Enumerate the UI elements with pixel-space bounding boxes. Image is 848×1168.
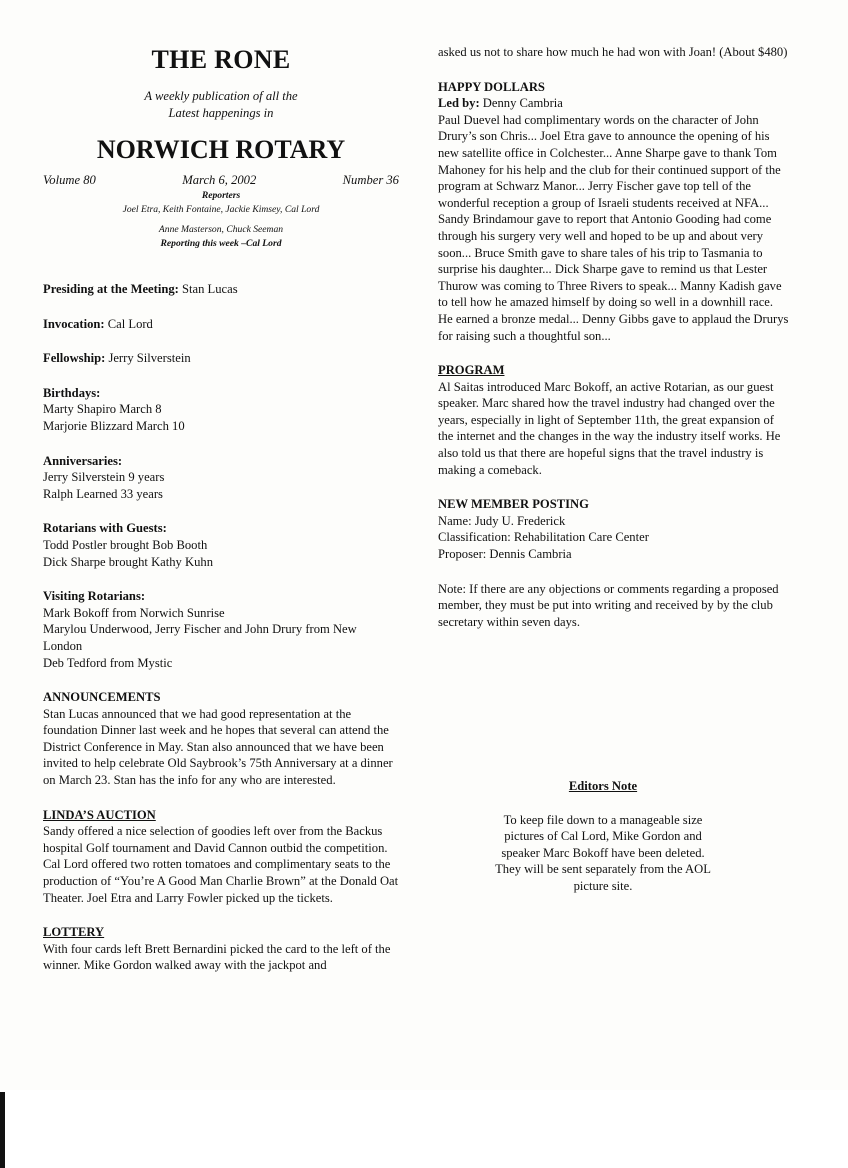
- announcements-body: Stan Lucas announced that we had good representation at the foundation Dinner last week and he hopes that several can attend the District Conference in May. Stan also announced that we have been invited to help celebrate Old Saybrook’s 75th Anniversary at a dinner on March 23. Stan has the info for any who are interested.: [43, 706, 393, 788]
- announcements-heading: ANNOUNCEMENTS: [43, 690, 161, 705]
- program-body: Al Saitas introduced Marc Bokoff, an active Rotarian, as our guest speaker. Marc shared how the travel industry had changed over the years, especially in light of September 11th, the great expansion of the internet and the changes in the way the industry itself works. He also told us that there are hopeful signs that the travel industry is making a comeback.: [438, 379, 781, 477]
- presiding-line: [43, 281, 399, 298]
- left-column: [43, 44, 399, 974]
- led-by-line: [438, 95, 790, 112]
- new-member-heading: NEW MEMBER POSTING: [438, 497, 589, 512]
- new-member-section: [438, 496, 790, 562]
- new-member-classification: Classification: Rehabilitation Care Center: [438, 530, 649, 545]
- list-item: Marty Shapiro March 8: [43, 402, 162, 417]
- invocation-line: [43, 316, 399, 333]
- issue-date: March 6, 2002: [182, 173, 257, 187]
- new-member-note: Note: If there are any objections or comments regarding a proposed member, they must be put into writing and received by by the club secretary within seven days.: [438, 581, 779, 629]
- announcements-section: [43, 689, 399, 789]
- anniversaries-section: [43, 453, 399, 503]
- reporters-line-2: Anne Masterson, Chuck Seeman: [158, 224, 284, 235]
- list-item: Jerry Silverstein 9 years: [43, 470, 165, 485]
- program-heading: PROGRAM: [438, 363, 505, 378]
- presiding-value: Stan Lucas: [181, 282, 238, 296]
- list-item: Ralph Learned 33 years: [43, 486, 163, 501]
- list-item: Deb Tedford from Mystic: [43, 655, 173, 670]
- scan-bottom-margin: [0, 1090, 848, 1168]
- auction-body: Sandy offered a nice selection of goodies left over from the Backus hospital Golf tournament and David Cannon outbid the competition. Cal Lord offered two rotten tomatoes and complimentary seats to the production of “You’re A Good Man Charlie Brown” at the Donald Oat Theater. Joel Etra and Larry Fowler picked up the tickets.: [43, 824, 399, 905]
- issue-info-row: [43, 172, 399, 189]
- guests-section: [43, 520, 399, 570]
- lottery-body: With four cards left Brett Bernardini picked the card to the left of the winner. Mike Gordon walked away with the jackpot and: [43, 941, 391, 973]
- happy-dollars-heading: HAPPY DOLLARS: [438, 79, 545, 94]
- lottery-heading: LOTTERY: [43, 925, 105, 940]
- list-item: Marjorie Blizzard March 10: [43, 418, 185, 433]
- lottery-section: [43, 924, 399, 974]
- scan-edge-mark: [0, 1092, 5, 1168]
- invocation-label: Invocation:: [43, 316, 105, 331]
- visiting-section: [43, 588, 399, 671]
- reporters-line-1: Joel Etra, Keith Fontaine, Jackie Kimsey, Cal Lord: [122, 204, 320, 215]
- invocation-value: Cal Lord: [107, 316, 153, 331]
- subtitle-line-2: Latest happenings in: [168, 106, 274, 120]
- lottery-continued: asked us not to share how much he had won with Joan! (About $480): [438, 45, 788, 59]
- birthdays-section: [43, 385, 399, 435]
- happy-dollars-section: [438, 79, 790, 345]
- right-column: [438, 44, 790, 630]
- fellowship-value: Jerry Silverstein: [108, 351, 191, 366]
- list-item: Dick Sharpe brought Kathy Kuhn: [43, 554, 213, 569]
- fellowship-line: [43, 350, 399, 367]
- club-name: NORWICH ROTARY: [96, 135, 346, 164]
- program-section: [438, 362, 790, 478]
- auction-heading: LINDA’S AUCTION: [43, 807, 156, 822]
- list-item: Todd Postler brought Bob Booth: [43, 537, 208, 552]
- editors-note: [488, 778, 718, 895]
- editors-note-body: To keep file down to a manageable size pictures of Cal Lord, Mike Gordon and speaker Marc Bokoff have been deleted. They will be sent separately from the AOL picture site.: [495, 812, 711, 893]
- masthead-subtitle: [43, 88, 399, 122]
- reporting-this-week: Reporting this week –Cal Lord: [160, 238, 282, 249]
- new-member-proposer: Proposer: Dennis Cambria: [438, 547, 572, 562]
- fellowship-label: Fellowship:: [43, 351, 106, 366]
- issue-number: Number 36: [342, 173, 399, 187]
- led-by-label: Led by:: [438, 96, 480, 111]
- list-item: Marylou Underwood, Jerry Fischer and John Drury from New London: [43, 622, 357, 653]
- happy-dollars-body: Paul Duevel had complimentary words on the character of John Drury’s son Chris... Joel Etra gave to announce the opening of his new satellite office in Colchester... Anne Sharpe gave to thank Tom Mahoney for his help and the club for their continued support of the program at Schwarz Manor... Jerry Fischer gave top tell of the wonderful reception a group of Israeli students received at NFA... Sandy Brindamour gave to report that Antonio Gooding had come through his surgery very well and hoped to be up and about very soon... Bruce Smith gave to share tales of his trip to Tasmania to surprise his daughter... Dick Sharpe gave to remind us that Lester Thurow was coming to Three Rivers to speak... Manny Kadish gave to tell how he amazed himself by doing so well in a downhill race. He earned a bronze medal... Denny Gibbs gave to applaud the Drurys for raising such a thoughtful son...: [438, 112, 789, 343]
- new-member-note-section: [438, 581, 790, 631]
- led-by-value: Denny Cambria: [482, 96, 563, 111]
- birthdays-heading: Birthdays:: [43, 385, 101, 400]
- anniversaries-heading: Anniversaries:: [43, 453, 123, 468]
- guests-heading: Rotarians with Guests:: [43, 521, 167, 536]
- list-item: Mark Bokoff from Norwich Sunrise: [43, 605, 225, 620]
- reporters-label: Reporters: [201, 190, 241, 201]
- presiding-label: Presiding at the Meeting:: [43, 282, 179, 296]
- auction-section: [43, 807, 399, 907]
- newsletter-title: THE RONE: [151, 45, 291, 74]
- subtitle-line-1: A weekly publication of all the: [144, 89, 298, 103]
- new-member-name: Name: Judy U. Frederick: [438, 513, 566, 528]
- visiting-heading: Visiting Rotarians:: [43, 589, 146, 604]
- volume: Volume 80: [43, 173, 96, 187]
- editors-note-heading: Editors Note: [568, 779, 638, 793]
